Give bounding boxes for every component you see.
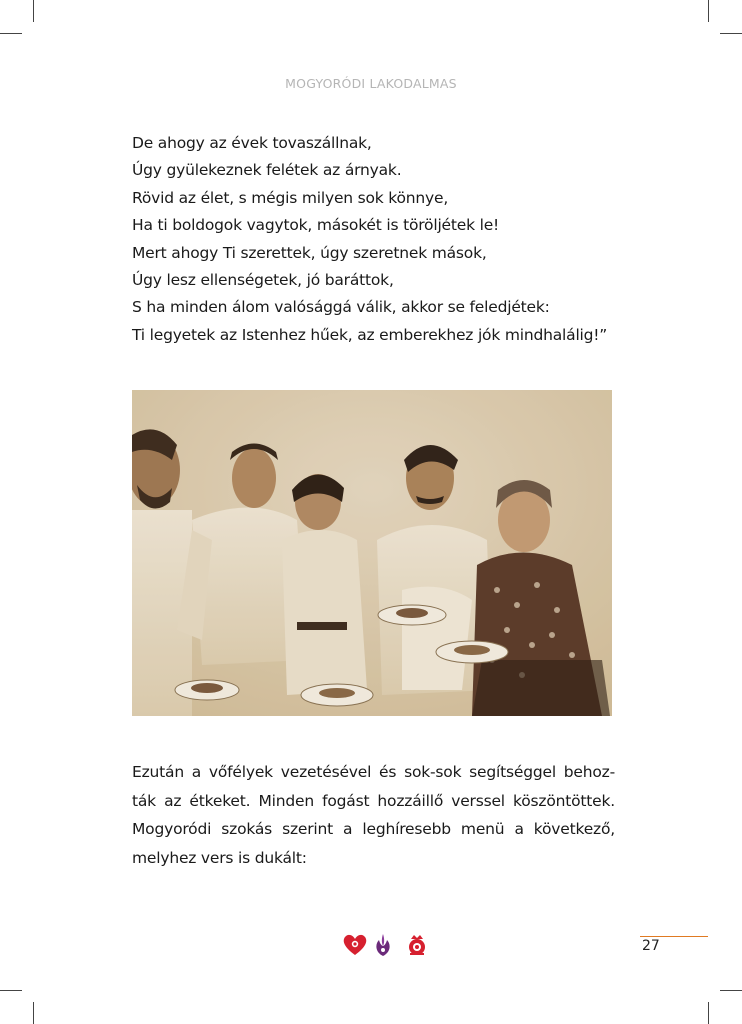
pomegranate-ornament-icon <box>409 935 425 955</box>
crop-mark <box>720 33 742 34</box>
poem-line: Ha ti boldogok vagytok, másokét is töröljétek le! <box>132 216 500 235</box>
poem-stanza <box>132 130 632 349</box>
paragraph-line: Ezután a vőfélyek vezetésével és sok-sok segítséggel behoz- <box>132 763 615 781</box>
crop-mark <box>0 33 22 34</box>
poem-line: Mert ahogy Ti szerettek, úgy szeretnek mások, <box>132 243 487 262</box>
crop-mark <box>33 0 34 22</box>
paragraph-line: Mogyoródi szokás szerint a leghíresebb menü a következő, <box>132 820 615 838</box>
running-header: MOGYORÓDI LAKODALMAS <box>285 76 457 91</box>
poem-line: De ahogy az évek tovaszállnak, <box>132 134 372 152</box>
poem-line: Ti legyetek az Istenhez hűek, az emberekhez jók mindhalálig!” <box>132 325 608 344</box>
wedding-photo <box>132 390 612 716</box>
footer-ornaments <box>340 932 440 958</box>
poem-line: S ha minden álom valósággá válik, akkor se feledjétek: <box>132 298 550 317</box>
page-number-rule <box>640 936 708 937</box>
heart-ornament-icon <box>344 935 367 955</box>
tulip-ornament-icon <box>376 934 389 956</box>
page-number: 27 <box>642 938 660 954</box>
crop-mark <box>708 1002 709 1024</box>
poem-line: Úgy gyülekeznek felétek az árnyak. <box>132 161 402 180</box>
crop-mark <box>720 990 742 991</box>
poem-line: Úgy lesz ellenségetek, jó baráttok, <box>132 271 394 290</box>
paragraph-line: melyhez vers is dukált: <box>132 848 307 867</box>
body-paragraph <box>132 758 615 872</box>
crop-mark <box>0 990 22 991</box>
paragraph-line: ták az étkeket. Minden fogást hozzáillő verssel köszöntöttek. <box>132 791 615 810</box>
poem-line: Rövid az élet, s mégis milyen sok könnye, <box>132 188 449 207</box>
crop-mark <box>33 1002 34 1024</box>
crop-mark <box>708 0 709 22</box>
